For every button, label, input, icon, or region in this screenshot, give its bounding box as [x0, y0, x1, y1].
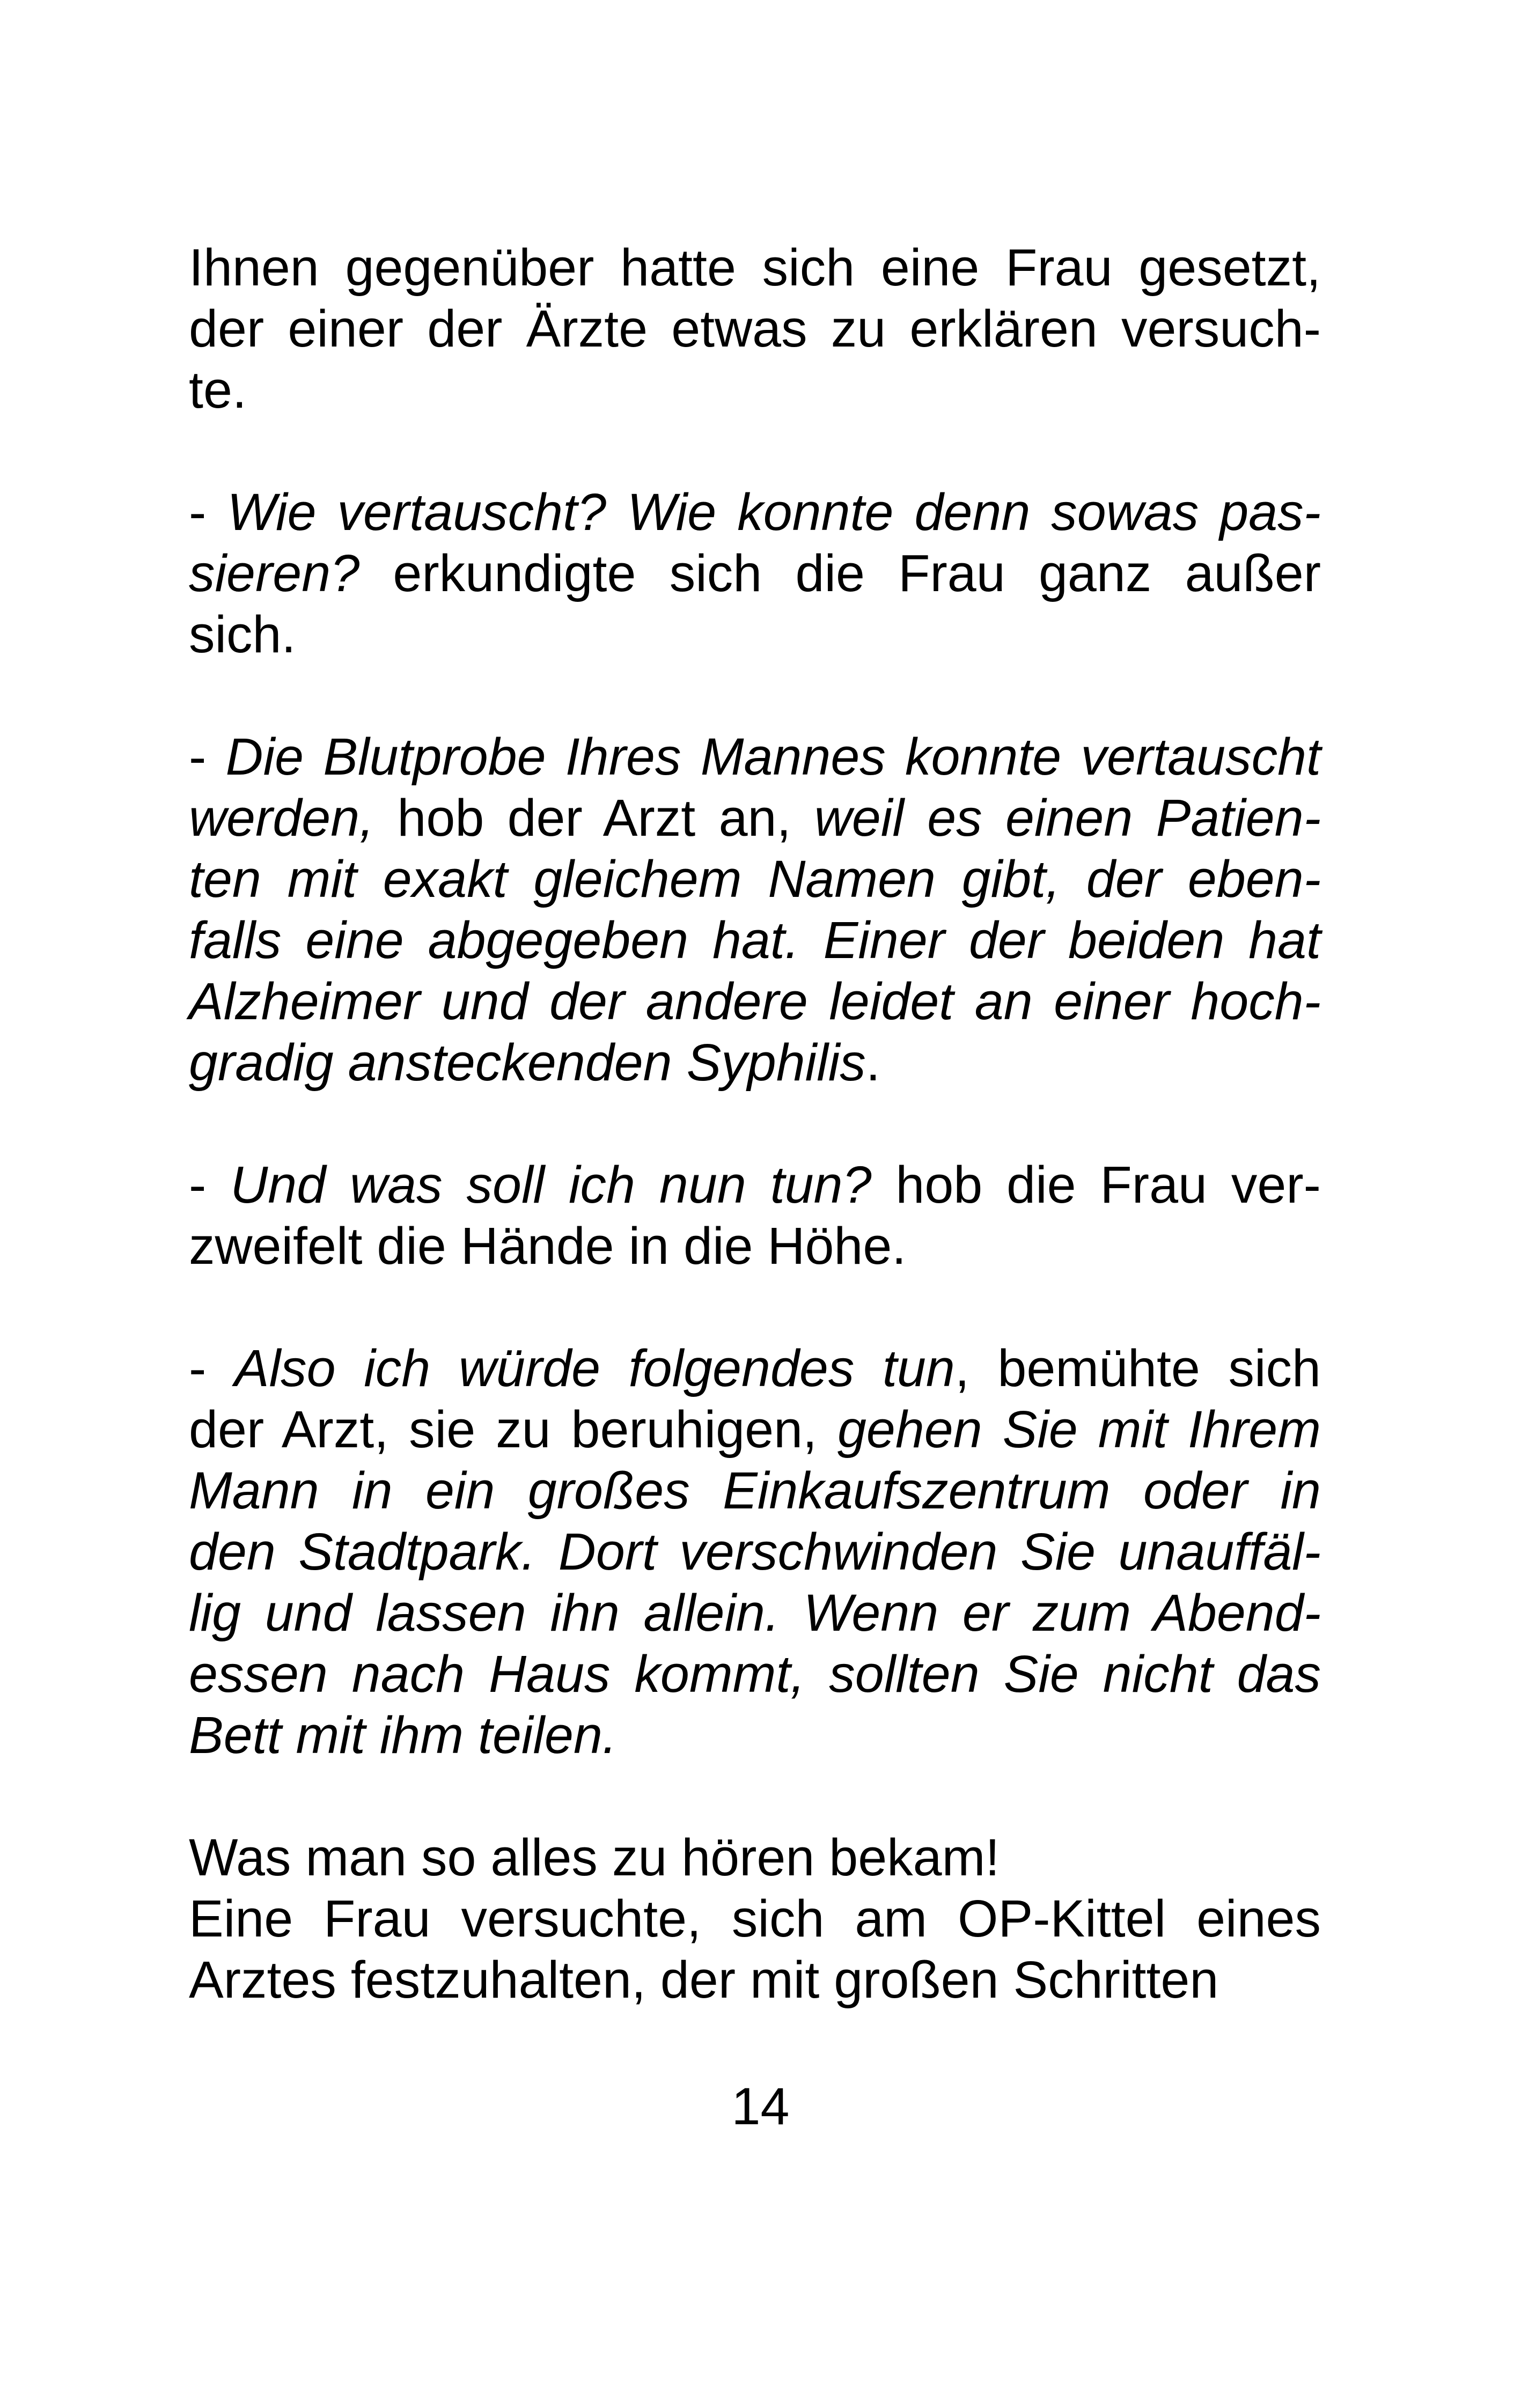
paragraph [189, 1827, 1321, 1888]
text-line [189, 726, 1321, 787]
text-line [189, 849, 1321, 910]
text-line [189, 1582, 1321, 1644]
text-line [189, 237, 1321, 298]
regular-text: , bemühte sich [954, 1339, 1321, 1397]
text-line [189, 1460, 1321, 1521]
text-line [189, 1888, 1321, 1949]
text-line [189, 1521, 1321, 1582]
text-line [189, 359, 1321, 421]
text-line [189, 604, 1321, 665]
text-line [189, 1216, 1321, 1277]
regular-text: der Arzt, sie zu beruhigen, [189, 1400, 837, 1459]
regular-text: . [865, 1033, 880, 1092]
italic-text: Alzheimer und der andere leidet an einer hoch- [189, 972, 1321, 1030]
regular-text: Was man so alles zu hören bekam! [189, 1828, 1000, 1887]
text-line [189, 482, 1321, 543]
regular-text: hob die Frau ver- [871, 1155, 1321, 1214]
regular-text: erkundigte sich die Frau ganz außer [359, 544, 1321, 602]
italic-text: Die Blutprobe Ihres Mannes konnte vertauscht [225, 727, 1321, 786]
italic-text: falls eine abgegeben hat. Einer der beiden hat [189, 911, 1321, 969]
text-line [189, 1827, 1321, 1888]
text-line [189, 1644, 1321, 1705]
italic-text: gradig ansteckenden Syphilis [189, 1033, 866, 1092]
italic-text: Also ich würde folgendes tun [234, 1339, 955, 1397]
text-line [189, 298, 1321, 359]
text-line [189, 1154, 1321, 1216]
text-line [189, 1338, 1321, 1399]
regular-text: - [189, 483, 227, 541]
regular-text: Eine Frau versuchte, sich am OP-Kittel eines [189, 1889, 1321, 1948]
paragraph [189, 1154, 1321, 1277]
regular-text: - [189, 1155, 231, 1214]
italic-text: Wie vertauscht? Wie konnte denn sowas pas- [227, 483, 1321, 541]
body-text [189, 237, 1321, 2072]
paragraph [189, 482, 1321, 665]
regular-text: - [189, 727, 226, 786]
text-line [189, 1032, 1321, 1093]
regular-text: te. [189, 360, 247, 419]
italic-text: gehen Sie mit Ihrem [837, 1400, 1321, 1459]
text-line [189, 543, 1321, 604]
italic-text: den Stadtpark. Dort verschwinden Sie unauffäl- [189, 1522, 1321, 1581]
regular-text: sich. [189, 605, 296, 664]
text-line [189, 910, 1321, 971]
text-line [189, 1399, 1321, 1460]
italic-text: ten mit exakt gleichem Namen gibt, der eben- [189, 850, 1321, 908]
regular-text: zweifelt die Hände in die Höhe. [189, 1217, 907, 1275]
regular-text: Arztes festzuhalten, der mit großen Schritten [189, 1950, 1219, 2009]
paragraph [189, 726, 1321, 1093]
italic-text: sieren? [189, 544, 360, 602]
regular-text: Ihnen gegenüber hatte sich eine Frau gesetzt, [189, 238, 1321, 297]
italic-text: essen nach Haus kommt, sollten Sie nicht das [189, 1645, 1321, 1703]
paragraph [189, 1888, 1321, 2011]
italic-text: werden, [189, 789, 374, 847]
italic-text: weil es einen Patien- [814, 789, 1321, 847]
text-line [189, 1705, 1321, 1766]
paragraph [189, 1338, 1321, 1766]
regular-text: der einer der Ärzte etwas zu erklären versuch- [189, 299, 1321, 358]
text-line [189, 787, 1321, 849]
regular-text: - [189, 1339, 234, 1397]
italic-text: Bett mit ihm teilen. [189, 1706, 617, 1764]
italic-text: Mann in ein großes Einkaufszentrum oder in [189, 1461, 1321, 1520]
page-number: 14 [731, 2077, 790, 2135]
text-line [189, 1949, 1321, 2011]
italic-text: lig und lassen ihn allein. Wenn er zum Abend- [189, 1584, 1321, 1642]
paragraph [189, 237, 1321, 421]
regular-text: hob der Arzt an, [374, 789, 814, 847]
italic-text: Und was soll ich nun tun? [230, 1155, 872, 1214]
text-line [189, 971, 1321, 1032]
